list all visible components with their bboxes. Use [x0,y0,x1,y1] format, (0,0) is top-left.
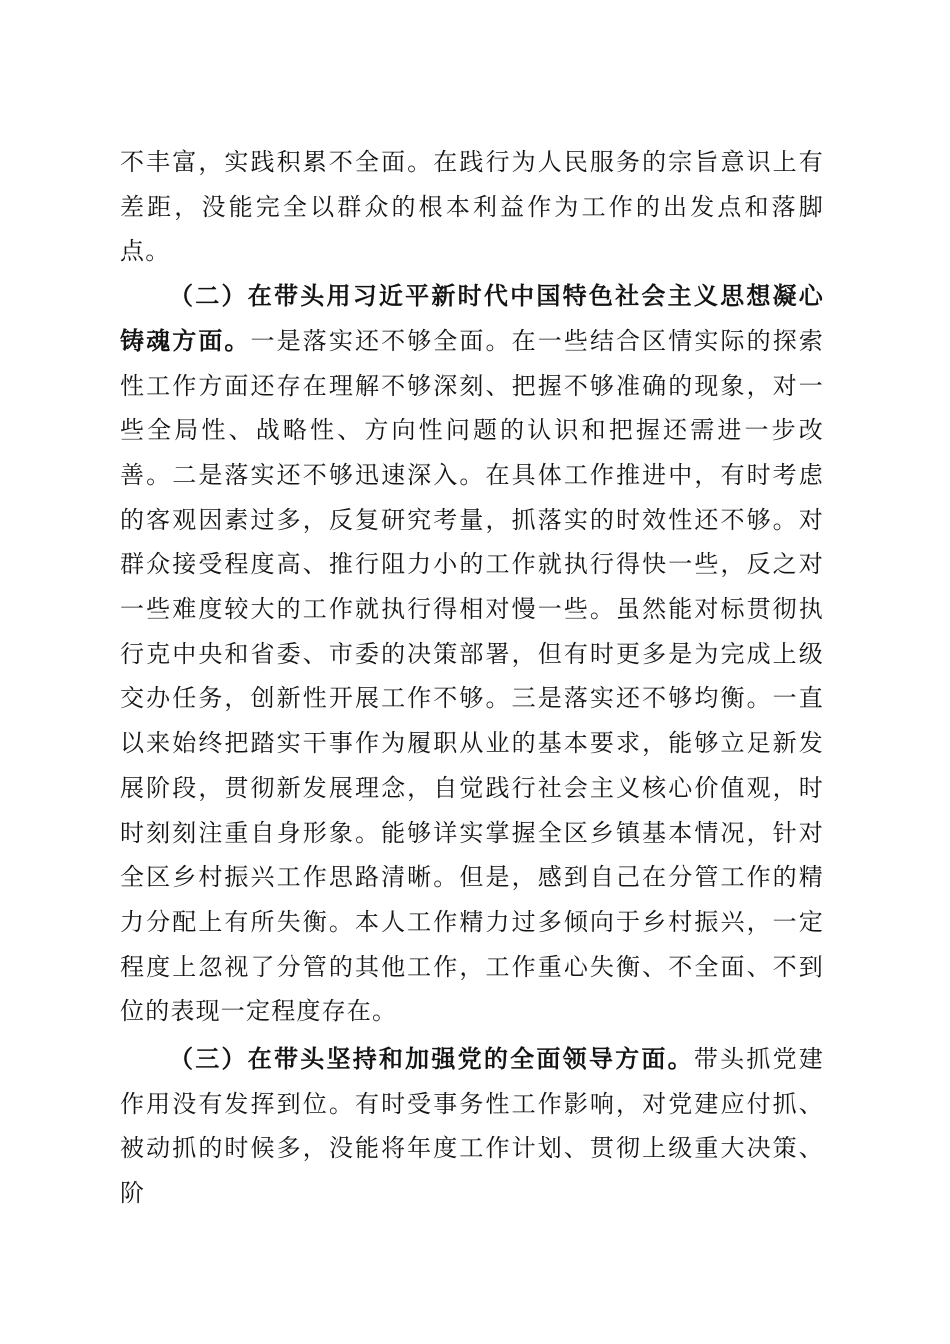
paragraph-text: 带头抓党建作用没有发挥到位。有时受事务性工作影响，对党建应付抓、被动抓的时候多，没能将年度工作计划、贯彻上级重大决策、阶 [120,1045,825,1208]
paragraph-text: 一是落实还不够全面。在一些结合区情实际的探索性工作方面还存在理解不够深刻、把握不够准确的现象，对一些全局性、战略性、方向性问题的认识和把握还需进一步改善。二是落实还不够迅速深入。在具体工作推进中，有时考虑的客观因素过多，反复研究考量，抓落实的时效性还不够。对群众接受程度高、推行阻力小的工作就执行得快一些，反之对一些难度较大的工作就执行得相对慢一些。虽然能对标贯彻执行克中央和省委、市委的决策部署，但有时更多是为完成上级交办任务，创新性开展工作不够。三是落实还不够均衡。一直以来始终把踏实干事作为履职从业的基本要求，能够立足新发展阶段，贯彻新发展理念，自觉践行社会主义核心价值观，时时刻刻注重自身形象。能够详实掌握全区乡镇基本情况，针对全区乡村振兴工作思路清晰。但是，感到自己在分管工作的精力分配上有所失衡。本人工作精力过多倾向于乡村振兴，一定程度上忽视了分管的其他工作，工作重心失衡、不全面、不到位的表现一定程度存在。 [120,326,825,1026]
paragraph-continuation [120,140,824,274]
paragraph-section-two [120,274,824,1034]
section-heading: （三）在带头坚持和加强党的全面领导方面。 [169,1044,694,1074]
section-heading: （二）在带头用习近平新时代中国特色社会主义思想凝心铸魂方面。 [120,281,824,355]
paragraph-section-three [120,1037,824,1216]
paragraph-text: 不丰富，实践积累不全面。在践行为人民服务的宗旨意识上有差距，没能完全以群众的根本利益作为工作的出发点和落脚点。 [120,148,824,266]
document-page [120,140,824,1216]
